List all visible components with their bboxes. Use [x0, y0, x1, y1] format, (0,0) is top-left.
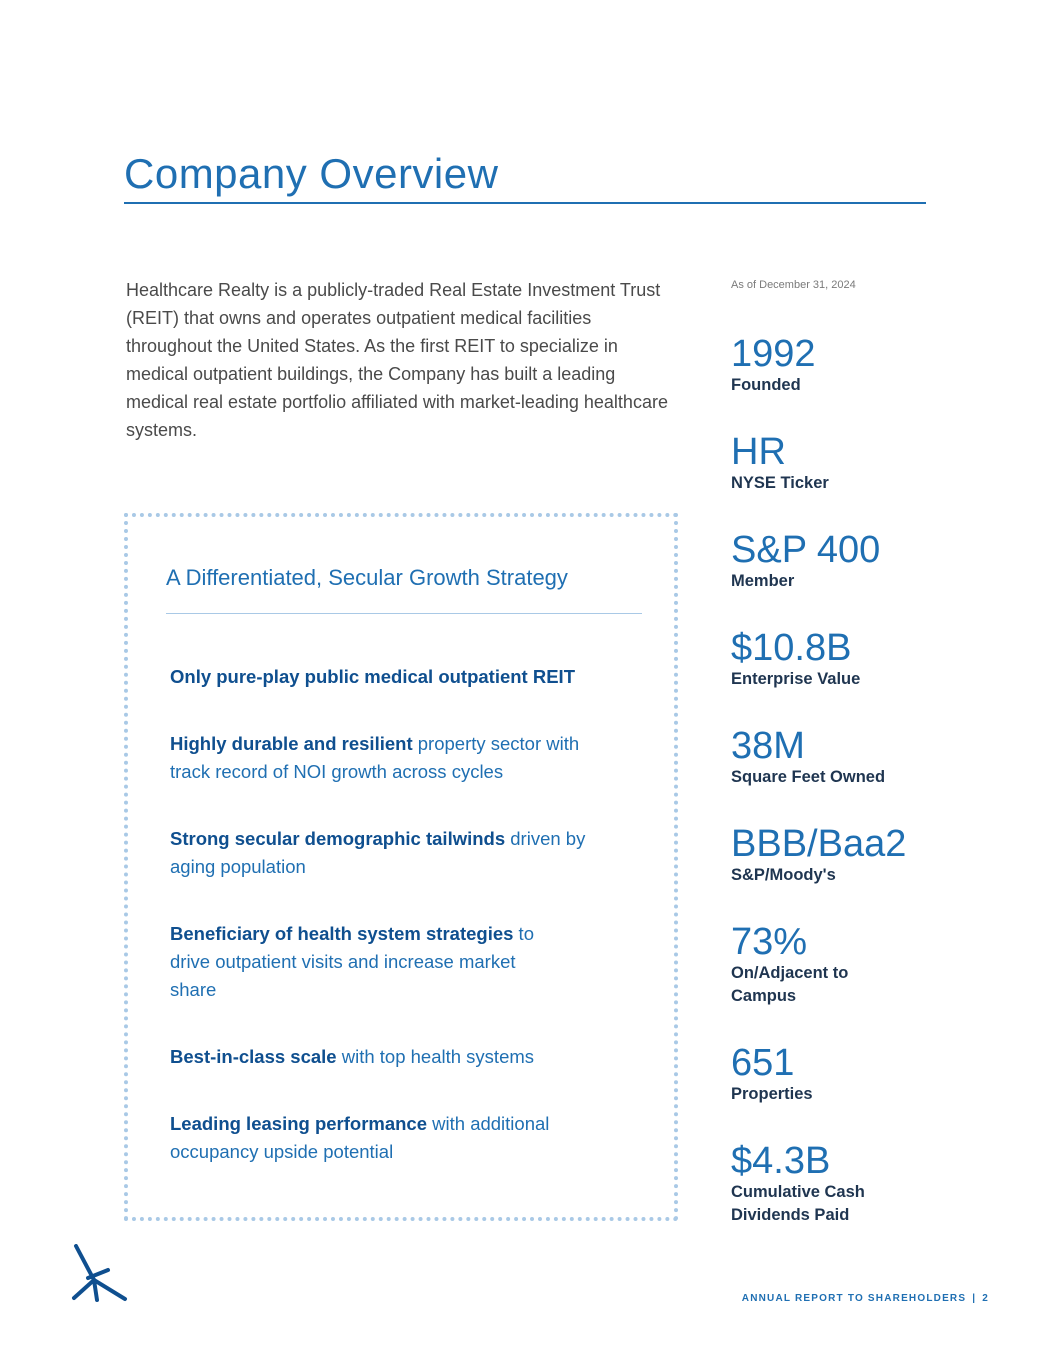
strategy-item-leasing [170, 1110, 620, 1166]
stat-label: Enterprise Value [731, 670, 861, 688]
page-number: 2 [982, 1293, 989, 1304]
strategy-item-pure-play [170, 663, 650, 691]
stat-label: S&P/Moody's [731, 866, 836, 884]
stat-label: Square Feet Owned [731, 768, 886, 786]
strategy-item-rest: with top health systems [336, 1046, 535, 1067]
title-divider [124, 202, 926, 204]
strategy-item-bold: Strong secular demographic tailwinds [170, 828, 506, 849]
strategy-item-health-system [170, 920, 560, 1004]
page-title: Company Overview [124, 150, 499, 197]
stat-value: 651 [731, 1042, 795, 1084]
stat-on-campus [731, 922, 871, 1008]
strategy-item-bold: Best-in-class scale [170, 1046, 337, 1067]
strategy-item-scale [170, 1043, 640, 1071]
stat-founded [731, 334, 1031, 397]
strategy-item-bold: Only pure-play public medical outpatient REIT [170, 666, 575, 687]
stat-value: 73% [731, 921, 808, 963]
stat-value: S&P 400 [731, 529, 881, 571]
stat-value: 1992 [731, 333, 816, 375]
strategy-item-rest: driven by aging population [170, 828, 586, 877]
as-of-date: As of December 31, 2024 [731, 279, 856, 291]
stat-label: Founded [731, 376, 801, 394]
stat-label: Member [731, 572, 795, 590]
stat-index [731, 530, 1031, 593]
company-logo-icon [68, 1244, 128, 1304]
strategy-divider [166, 613, 642, 614]
stat-ticker [731, 432, 1031, 495]
report-label: ANNUAL REPORT TO SHAREHOLDERS [741, 1293, 967, 1304]
page-footer [742, 1293, 989, 1304]
stat-label: Cumulative Cash Dividends Paid [731, 1183, 865, 1224]
strategy-heading: A Differentiated, Secular Growth Strategy [166, 565, 568, 590]
stat-label: On/Adjacent to Campus [731, 964, 849, 1005]
strategy-item-bold: Beneficiary of health system strategies [170, 923, 514, 944]
stat-dividends [731, 1141, 901, 1227]
stat-credit-rating [731, 824, 1031, 887]
stat-value: 38M [731, 725, 805, 767]
stat-properties [731, 1043, 1031, 1106]
stat-value: $10.8B [731, 627, 852, 669]
strategy-item-bold: Highly durable and resilient [170, 733, 413, 754]
stat-square-feet [731, 726, 1031, 789]
strategy-item-rest: with additional occupancy upside potential [170, 1113, 550, 1162]
footer-separator: | [972, 1293, 977, 1304]
strategy-item-bold: Leading leasing performance [170, 1113, 428, 1134]
strategy-box [124, 513, 678, 1221]
stat-label: Properties [731, 1085, 813, 1103]
strategy-item-rest: property sector with track record of NOI growth across cycles [170, 733, 580, 782]
stat-value: HR [731, 431, 786, 473]
stat-enterprise-value [731, 628, 1031, 691]
strategy-item-demographic [170, 825, 620, 881]
stat-label: NYSE Ticker [731, 474, 829, 492]
strategy-item-rest: to drive outpatient visits and increase market share [170, 923, 534, 1000]
strategy-item-durable [170, 730, 620, 786]
intro-paragraph: Healthcare Realty is a publicly-traded Real Estate Investment Trust (REIT) that owns and operates outpatient medical facilities throughout the United States. As the first REIT to specialize in medical outpatient buildings, the Company has built a leading medical real estate portfolio affiliated with market-leading healthcare systems. [126, 280, 668, 440]
stat-value: $4.3B [731, 1140, 831, 1182]
stat-value: BBB/Baa2 [731, 823, 907, 865]
